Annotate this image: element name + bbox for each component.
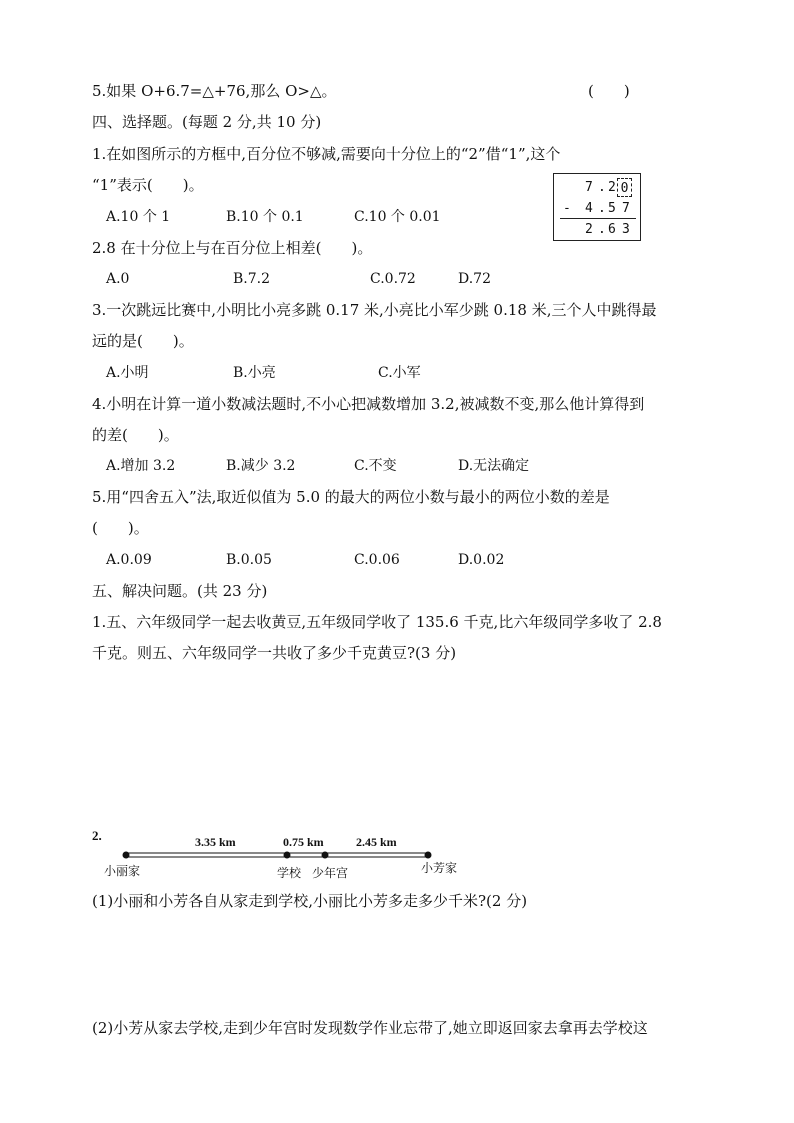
decimal-point: . — [598, 180, 606, 195]
problem-2-sub2: (2)小芳从家去学校,走到少年宫时发现数学作业忘带了,她立即返回家去拿再去学校这 — [92, 1019, 648, 1037]
choice-q1-option-b: B.10 个 0.1 — [226, 209, 304, 225]
choice-q1-option-a: A.10 个 1 — [106, 209, 171, 225]
difference-row — [554, 220, 640, 240]
choice-q4-option-d: D.无法确定 — [458, 458, 530, 474]
digit: 5 — [608, 201, 616, 216]
choice-q2-option-b: B.7.2 — [233, 271, 271, 287]
choice-q2-line1: 2.8 在十分位上与在百分位上相差( )。 — [92, 239, 373, 257]
problem-2-sub1: (1)小丽和小芳各自从家走到学校,小丽比小芳多走多少千米?(2 分) — [92, 892, 528, 910]
highlighted-digit-box: 0 — [617, 178, 632, 197]
choice-q3-option-a: A.小明 — [106, 365, 149, 381]
choice-q4-option-c: C.不变 — [354, 458, 397, 474]
digit: 2 — [585, 222, 593, 237]
answer-bracket: ( ) — [588, 82, 630, 100]
choice-q5-line1: 5.用“四舍五入”法,取近似值为 5.0 的最大的两位小数与最小的两位小数的差是 — [92, 488, 610, 506]
choice-q5-option-d: D.0.02 — [458, 552, 505, 568]
choice-q4-line1: 4.小明在计算一道小数减法题时,不小心把减数增加 3.2,被减数不变,那么他计算得到 — [92, 395, 645, 413]
distance-label-2: 0.75 km — [283, 835, 324, 849]
digit: 6 — [608, 222, 616, 237]
problem-2-number: 2. — [92, 828, 102, 843]
choice-q3-line2: 远的是( )。 — [92, 332, 194, 350]
point-xiaoli-home — [123, 852, 130, 859]
choice-q5-option-c: C.0.06 — [354, 552, 400, 568]
judge-question-5: 5.如果 O+6.7=△+76,那么 O>△。 — [92, 82, 337, 100]
digit: 7 — [585, 180, 593, 195]
choice-q4-option-a: A.增加 3.2 — [106, 458, 176, 474]
choice-q2-option-a: A.0 — [106, 271, 130, 287]
choice-q4-line2: 的差( )。 — [92, 426, 179, 444]
digit: 4 — [585, 201, 593, 216]
section-5-heading: 五、解决问题。(共 23 分) — [92, 582, 268, 600]
digit: 3 — [622, 222, 630, 237]
place-label-youth-palace: 少年宫 — [312, 866, 349, 880]
digit: 7 — [622, 201, 630, 216]
subtraction-figure — [553, 173, 641, 241]
point-school — [284, 852, 291, 859]
decimal-point: . — [598, 222, 606, 237]
problem-1-line2: 千克。则五、六年级同学一共收了多少千克黄豆?(3 分) — [92, 644, 457, 662]
point-youth-palace — [322, 852, 329, 859]
choice-q2-option-d: D.72 — [458, 271, 491, 287]
place-label-school: 学校 — [277, 866, 302, 880]
decimal-point: . — [598, 201, 606, 216]
choice-q5-option-b: B.0.05 — [226, 552, 272, 568]
distance-label-1: 3.35 km — [195, 835, 236, 849]
problem-1-line1: 1.五、六年级同学一起去收黄豆,五年级同学收了 135.6 千克,比六年级同学多收了 2.8 — [92, 613, 662, 631]
choice-q1-line1: 1.在如图所示的方框中,百分位不够减,需要向十分位上的“2”借“1”,这个 — [92, 145, 561, 163]
result-line — [560, 218, 636, 219]
section-4-heading: 四、选择题。(每题 2 分,共 10 分) — [92, 113, 322, 131]
place-label-xiaofang-home: 小芳家 — [421, 861, 458, 875]
choice-q1-option-c: C.10 个 0.01 — [354, 209, 441, 225]
choice-q2-option-c: C.0.72 — [370, 271, 416, 287]
choice-q1-line2: “1”表示( )。 — [92, 176, 204, 194]
minus-sign: - — [563, 201, 571, 216]
choice-q5-line2: ( )。 — [92, 519, 149, 537]
place-label-xiaoli-home: 小丽家 — [104, 864, 141, 878]
subtrahend-row — [554, 199, 640, 219]
minuend-row — [554, 178, 640, 198]
choice-q3-option-c: C.小军 — [378, 365, 421, 381]
choice-q3-option-b: B.小亮 — [233, 365, 276, 381]
digit: 2 — [608, 180, 616, 195]
distance-label-3: 2.45 km — [356, 835, 397, 849]
point-xiaofang-home — [425, 852, 432, 859]
choice-q4-option-b: B.减少 3.2 — [226, 458, 296, 474]
choice-q5-option-a: A.0.09 — [106, 552, 152, 568]
choice-q3-line1: 3.一次跳远比赛中,小明比小亮多跳 0.17 米,小亮比小军少跳 0.18 米,三个人中跳得最 — [92, 301, 657, 319]
